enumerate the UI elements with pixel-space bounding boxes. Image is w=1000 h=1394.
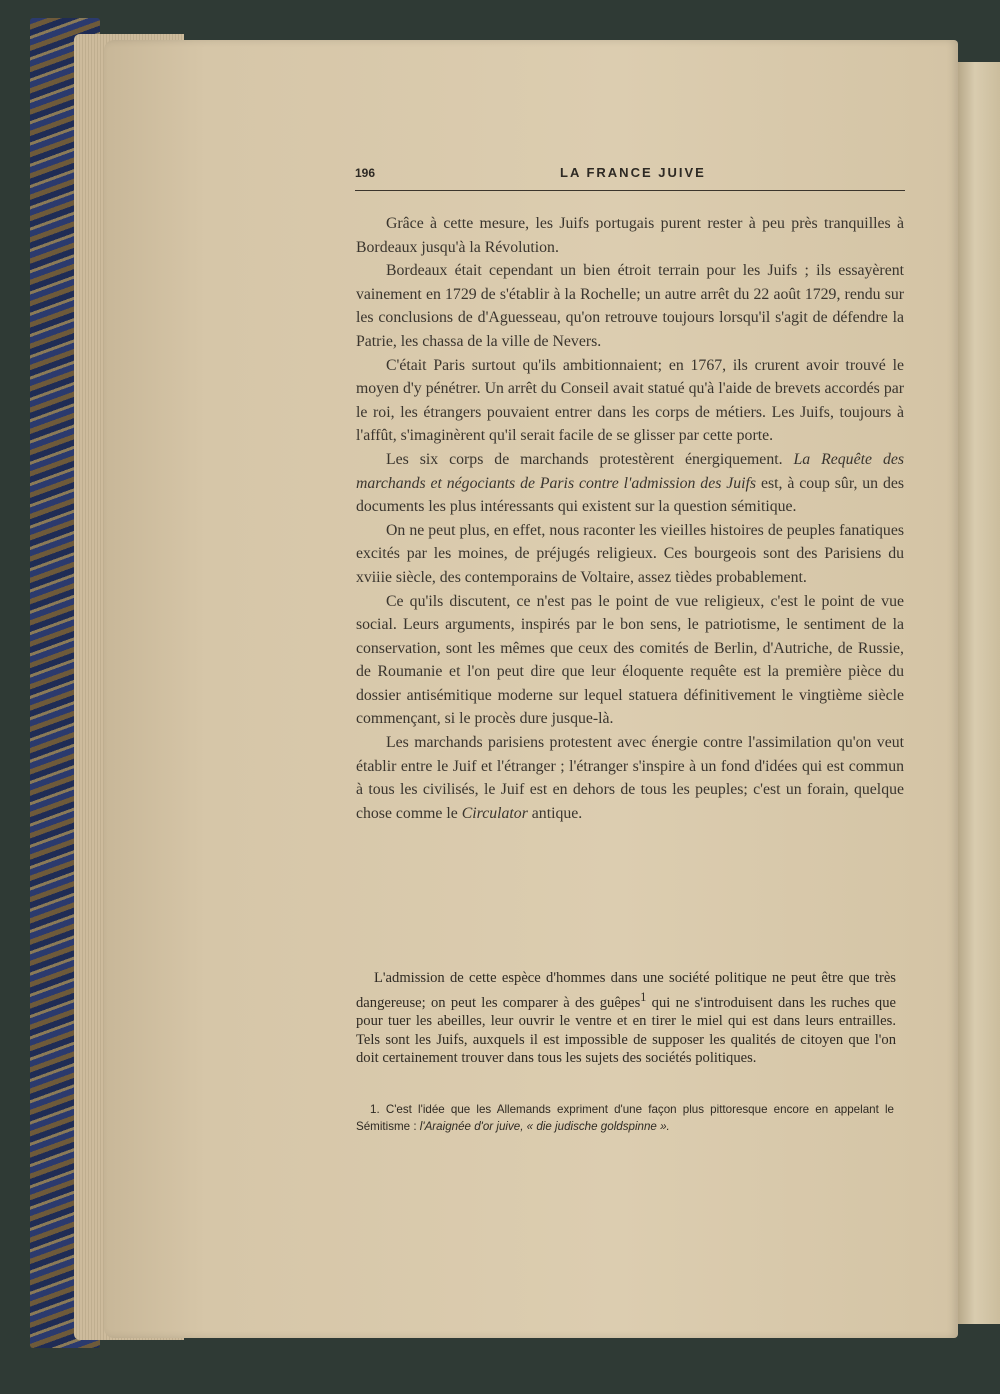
italic-term: Circulator <box>461 804 528 822</box>
paragraph-text: Ce qu'ils discutent, ce n'est pas le point de vue religieux, c'est le point de vue social. Leurs arguments, inspirés par le bon sens, le patriotisme, le sentiment de la conservation, sont les mêmes que ceux des comités de Berlin, d'Autriche, de Russie, de Roumanie et l'on peut dire que leur éloquente requête est la première pièce du dossier antisémitique moderne sur lequel statuera définitivement le vingtième siècle commençant, si le procès dure jusque-là. <box>356 592 904 728</box>
paragraph-text: est, à coup sûr, un des documents les plus intéressants qui existent sur la question sémitique. <box>356 474 904 516</box>
facing-page-edge <box>958 62 1000 1324</box>
paragraph-text: antique. <box>527 804 583 822</box>
quote-paragraph <box>356 969 896 1068</box>
paragraph <box>356 590 904 732</box>
paragraph <box>356 354 904 448</box>
footnote-text: 1. C'est l'idée que les Allemands expriment d'une façon plus pittoresque encore en appelant le Sémitisme : <box>356 1103 894 1133</box>
paragraph <box>356 212 904 259</box>
page-number: 196 <box>355 166 376 180</box>
paragraph-text: C'était Paris surtout qu'ils ambitionnaient; en 1767, ils crurent avoir trouvé le moyen d'y pénétrer. Un arrêt du Conseil avait statué qu'à l'aide de brevets accordés par le roi, les étrangers pouvaient entrer dans les corps de métiers. Les Juifs, toujours à l'affût, s'imaginèrent qu'il serait facile de se glisser par cette porte. <box>356 356 904 445</box>
body-text <box>356 212 904 825</box>
footnote <box>356 1101 894 1135</box>
quote-text: qui ne s'introduisent dans les ruches que pour tuer les abeilles, leur ouvrir le ventre et en tirer le miel qui est dans leurs entrailles. Tels sont les Juifs, auxquels il est impossible de supposer les qualités de citoyen que l'on doit certainement trouver dans tous les sujets des sociétés politiques. <box>356 994 896 1067</box>
paragraph <box>356 519 904 590</box>
paragraph <box>356 259 904 353</box>
header-rule <box>355 190 905 191</box>
paragraph <box>356 731 904 825</box>
footnote-italic: l'Araignée d'or juive, « die judische goldspinne ». <box>419 1120 670 1133</box>
italic-title: La Requête des marchands et négociants de Paris contre l'admission des Juifs <box>356 450 904 492</box>
paragraph-text: Bordeaux était cependant un bien étroit terrain pour les Juifs ; ils essayèrent vainement en 1729 de s'établir à la Rochelle; un autre arrêt du 22 août 1729, rendu sur les conclusions de d'Aguesseau, qu'on retrouve toujours lorsqu'il s'agit de défendre la Patrie, les chassa de la ville de Nevers. <box>356 262 904 350</box>
paragraph <box>356 448 904 519</box>
paragraph-text: Les six corps de marchands protestèrent énergiquement. <box>386 450 794 468</box>
paragraph-text: Grâce à cette mesure, les Juifs portugais purent rester à peu près tranquilles à Bordeaux jusqu'à la Révolution. <box>356 215 904 256</box>
paragraph-text: Les marchands parisiens protestent avec énergie contre l'assimilation qu'on veut établir entre le Juif et l'étranger ; l'étranger s'inspire à un fond d'idées qui est commun à tous les civilisés, le Juif est en dehors de tous les peuples; c'est un forain, quelque chose comme le <box>356 734 904 822</box>
footnote-marker: 1 <box>640 989 647 1004</box>
quote-text: L'admission de cette espèce d'hommes dans une société politique ne peut être que très dangereuse; on peut les comparer à des guêpes <box>356 970 896 1011</box>
page-header <box>355 160 905 190</box>
running-title: LA FRANCE JUIVE <box>560 165 706 180</box>
block-quote <box>356 969 896 1068</box>
paragraph-text: On ne peut plus, en effet, nous raconter les vieilles histoires de peuples fanatiques excités par les moines, de préjugés religieux. Ces bourgeois sont des Parisiens du xviiie siècle, des contemporains de Voltaire, assez tièdes probablement. <box>356 521 904 586</box>
